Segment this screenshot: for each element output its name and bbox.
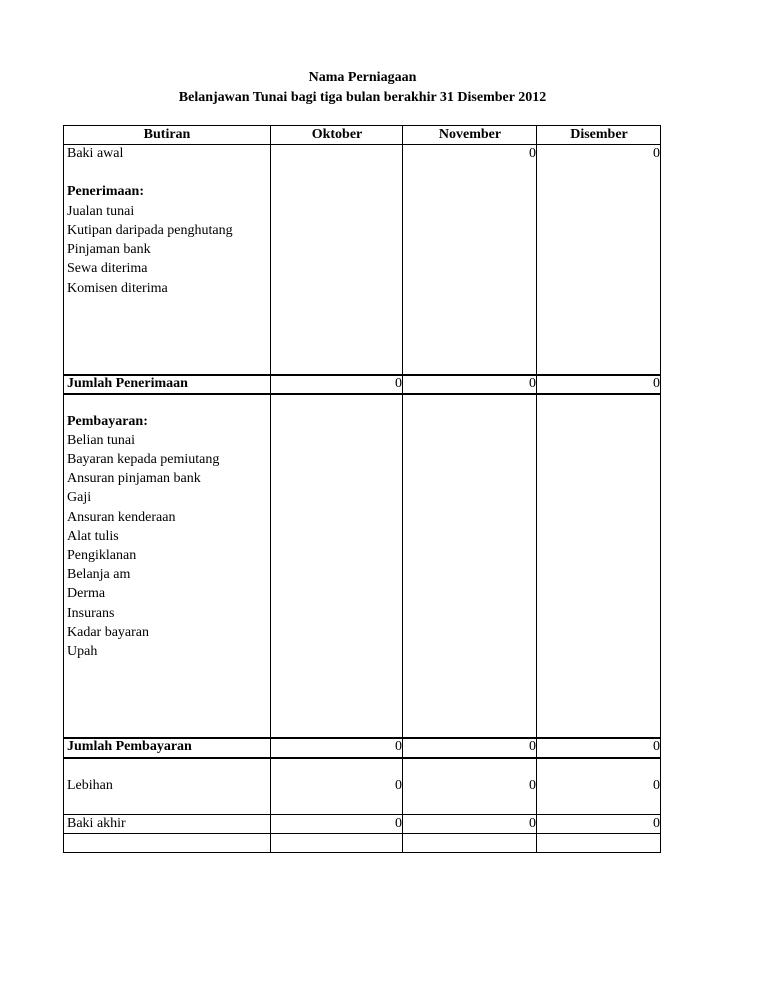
total-receipts-label: Jumlah Penerimaan xyxy=(67,376,188,391)
payment-item: Alat tulis xyxy=(67,529,119,544)
closing-disember: 0 xyxy=(653,816,660,831)
opening-disember: 0 xyxy=(653,146,660,161)
payment-item: Belanja am xyxy=(67,567,131,582)
payment-item: Ansuran kenderaan xyxy=(67,510,176,525)
opening-balance-label: Baki awal xyxy=(67,146,124,161)
column-divider xyxy=(536,126,537,852)
surplus-november: 0 xyxy=(529,778,536,793)
payment-item: Ansuran pinjaman bank xyxy=(67,471,201,486)
closing-oktober: 0 xyxy=(395,816,402,831)
opening-november: 0 xyxy=(529,146,536,161)
total-receipts-disember: 0 xyxy=(653,376,660,391)
row-separator xyxy=(64,833,660,834)
total-payments-oktober: 0 xyxy=(395,739,402,754)
payment-item: Kadar bayaran xyxy=(67,625,150,640)
receipt-item: Kutipan daripada penghutang xyxy=(67,223,233,238)
column-header-butiran: Butiran xyxy=(143,127,191,142)
closing-november: 0 xyxy=(529,816,536,831)
payment-item: Derma xyxy=(67,586,106,601)
opening-oktober xyxy=(272,145,402,163)
row-separator xyxy=(64,393,660,395)
cash-budget-table xyxy=(63,125,661,853)
closing-balance-label: Baki akhir xyxy=(67,816,126,831)
surplus-oktober: 0 xyxy=(395,778,402,793)
payments-heading: Pembayaran: xyxy=(67,414,148,429)
payment-item: Upah xyxy=(67,644,98,659)
column-header-oktober: Oktober xyxy=(311,127,363,142)
surplus-disember: 0 xyxy=(653,778,660,793)
budget-title: Belanjawan Tunai bagi tiga bulan berakhir 31 Disember 2012 xyxy=(178,90,547,105)
payment-item: Pengiklanan xyxy=(67,548,137,563)
column-divider xyxy=(402,126,403,852)
receipt-item: Pinjaman bank xyxy=(67,242,151,257)
payment-item: Gaji xyxy=(67,490,92,505)
column-header-november: November xyxy=(438,127,502,142)
receipt-item: Jualan tunai xyxy=(67,204,135,219)
receipt-item: Sewa diterima xyxy=(67,261,148,276)
total-receipts-oktober: 0 xyxy=(395,376,402,391)
payment-item: Bayaran kepada pemiutang xyxy=(67,452,220,467)
payment-item: Belian tunai xyxy=(67,433,136,448)
surplus-label: Lebihan xyxy=(67,778,113,793)
total-payments-november: 0 xyxy=(529,739,536,754)
total-payments-disember: 0 xyxy=(653,739,660,754)
receipts-heading: Penerimaan: xyxy=(67,184,144,199)
column-header-disember: Disember xyxy=(570,127,628,142)
total-payments-label: Jumlah Pembayaran xyxy=(67,739,192,754)
column-divider xyxy=(270,126,271,852)
total-receipts-november: 0 xyxy=(529,376,536,391)
payment-item: Insurans xyxy=(67,606,115,621)
receipt-item: Komisen diterima xyxy=(67,281,168,296)
business-name: Nama Perniagaan xyxy=(308,70,417,85)
row-separator xyxy=(64,757,660,759)
